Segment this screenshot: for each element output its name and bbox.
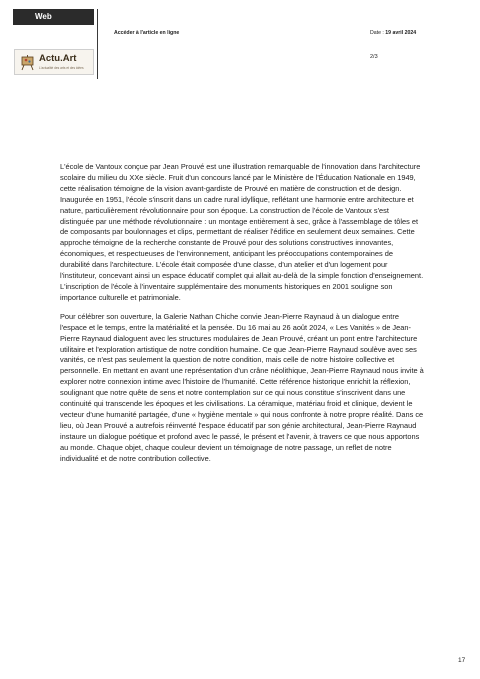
actu-art-logo bbox=[14, 49, 94, 75]
date-label: Date : bbox=[370, 30, 384, 36]
logo-title: Actu.Art bbox=[39, 53, 77, 64]
article-link[interactable]: Accéder à l'article en ligne bbox=[114, 30, 180, 36]
date-value: 19 avril 2024 bbox=[385, 30, 417, 36]
logo-subtitle: L'actualité des arts et des idées bbox=[39, 66, 84, 70]
header-divider bbox=[97, 9, 98, 79]
article-paragraph: Pour célébrer son ouverture, la Galerie Nathan Chiche convie Jean-Pierre Raynaud à un dialogue entre l'espace et le temps, entre la matérialité et la pensée. Du 16 mai au 26 août 2024, « Les Vanités » de Jean-Pierre Raynaud dialoguent avec les structures modulaires de Jean Prouvé, créant un pont entre l'architecture utilitaire et l'exploration artistique de notre condition humaine. Ce que Jean-Pierre Raynaud soulève avec ses vanités, ce n'est pas seulement la question de notre condition, mais celle de notre histoire collective et personnelle. En mettant en avant une représentation d'un crâne néolithique, Jean-Pierre Raynaud nous invite à explorer notre connexion intime avec l'histoire de l'humanité. Cette référence historique enrichit la réflexion, soulignant que notre quête de sens et notre contemplation sur ce qui nous constitue s'inscrivent dans une continuité qui transcende les époques et les civilisations. La céramique, matériau froid et clinique, devient le vecteur d'une humanité partagée, d'une « hygiène mentale » qui nous confronte à notre propre réalité. Dans ce lieu, où Jean Prouvé a autrefois réinventé l'espace éducatif par son génie architectural, Jean-Pierre Raynaud instaure un dialogue poétique et profond avec le passé, le présent et l'avenir, à travers ce que nous apportons au monde. Chaque objet, chaque couleur devient un témoignage de notre passage, un reflet de notre individualité et de notre contribution collective. bbox=[60, 311, 424, 463]
article-paragraph: L'école de Vantoux conçue par Jean Prouvé est une illustration remarquable de l'innovation dans l'architecture scolaire du milieu du XXe siècle. Fruit d'un concours lancé par le Ministère de l'Éducation Nationale en 1949, cette réalisation témoigne de la vision avant-gardiste de Prouvé en matière de construction et de design. Inaugurée en 1951, l'école s'inscrit dans un cadre rural idyllique, reflétant une harmonie entre architecture et nature, particulièrement révolutionnaire pour son époque. La construction de l'école de Vantoux s'est distinguée par une méthode révolutionnaire : un montage entièrement à sec, grâce à l'assemblage de tôles et de composants par boulonnages et clips, permettant de réaliser l'édifice en seulement deux semaines. Cette approche témoigne de la recherche constante de Prouvé pour des solutions constructives innovantes, économiques, et respectueuses de l'environnement, anticipant les préoccupations contemporaines de durabilité dans l'architecture. L'école était composée d'une classe, d'un atelier et d'un logement pour l'instituteur, concevant ainsi un espace éducatif complet qui allait au-delà de la simple fonction d'enseignement. L'inscription de l'école à l'inventaire supplémentaire des monuments historiques en 2001 souligne son importance culturelle et patrimoniale. bbox=[60, 162, 424, 302]
easel-icon bbox=[19, 54, 36, 71]
page-number: 17 bbox=[458, 657, 466, 664]
page-indicator: 2/3 bbox=[370, 54, 378, 60]
web-badge: Web bbox=[13, 9, 94, 25]
publication-date bbox=[370, 30, 416, 36]
article-body bbox=[60, 162, 424, 464]
